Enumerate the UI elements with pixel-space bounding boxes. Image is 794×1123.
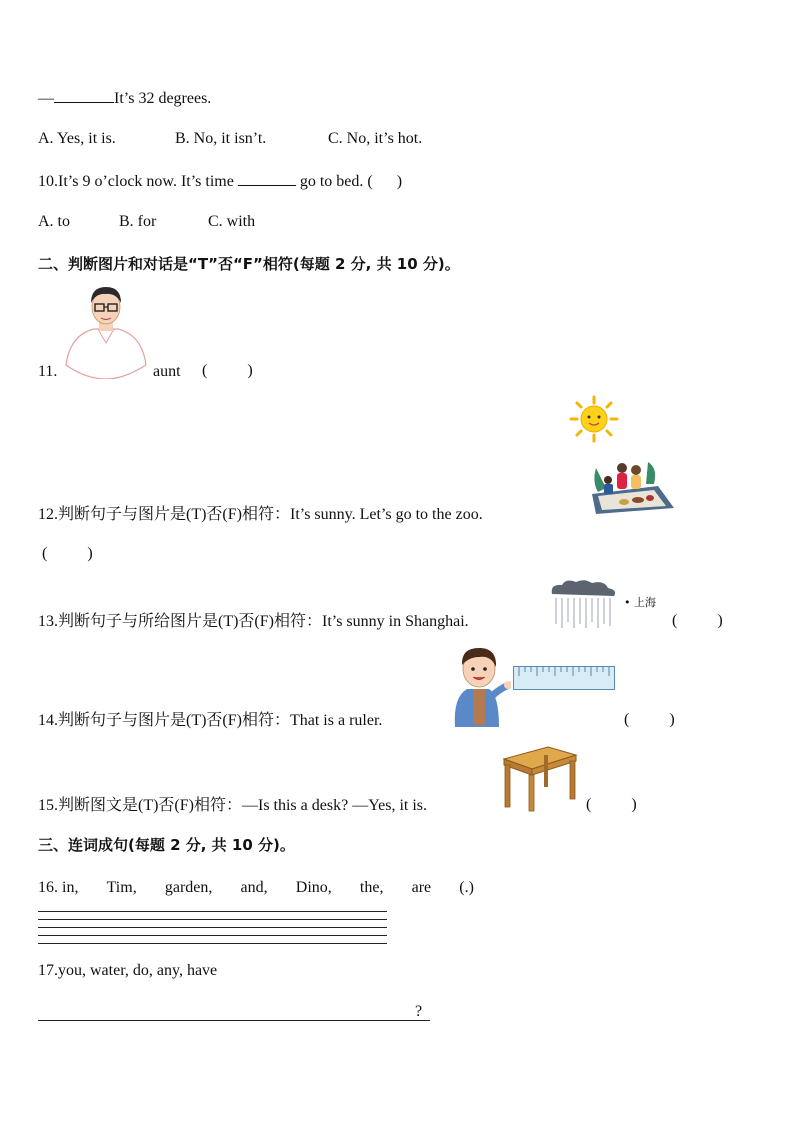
rain-cloud-icon	[548, 578, 618, 630]
q10-option-c: C. with	[208, 213, 256, 230]
q9-option-b: B. No, it isn’t.	[175, 130, 267, 147]
q10-paren: ( )	[367, 173, 403, 190]
q16-word: (.)	[459, 879, 474, 896]
q17-words: 17.you, water, do, any, have	[38, 962, 218, 979]
section-3-title: 三、连词成句(每题 2 分, 共 10 分)。	[38, 836, 295, 854]
q9-dash: —	[38, 90, 54, 107]
q12-answer-paren[interactable]: ( )	[42, 545, 93, 562]
q16-word: are	[411, 879, 432, 896]
q9-option-c: C. No, it’s hot.	[328, 130, 423, 147]
q11-number: 11.	[38, 363, 58, 380]
q10-option-b: B. for	[119, 213, 157, 230]
man-with-glasses-icon	[64, 285, 148, 379]
q10-before: 10.It’s 9 o’clock now. It’s time	[38, 173, 234, 190]
q12-text: 12.判断句子与图片是(T)否(F)相符：It’s sunny. Let’s go to the zoo.	[38, 506, 483, 523]
q9-answer-line	[38, 87, 211, 109]
q17-answer-line[interactable]	[38, 1020, 430, 1021]
q13-text: 13.判断句子与所给图片是(T)否(F)相符：It’s sunny in Shanghai.	[38, 613, 469, 630]
section-2-title: 二、判断图片和对话是“T”否“F”相符(每题 2 分, 共 10 分)。	[38, 255, 460, 273]
q13-map-label: • 上海	[624, 596, 656, 609]
q16-word: 16. in,	[38, 879, 79, 896]
ruler-icon	[513, 666, 615, 690]
q9-blank[interactable]	[54, 87, 114, 103]
q16-word: the,	[359, 879, 384, 896]
q16-word: and,	[240, 879, 268, 896]
q17-question-mark: ?	[415, 1003, 423, 1020]
q16-answer-line[interactable]	[38, 935, 387, 936]
boy-pointing-icon	[447, 645, 511, 727]
q16-answer-line[interactable]	[38, 911, 387, 912]
q16-answer-line[interactable]	[38, 927, 387, 928]
q16-words	[38, 878, 474, 898]
picnic-icon	[588, 458, 678, 516]
q14-text: 14.判断句子与图片是(T)否(F)相符：That is a ruler.	[38, 712, 383, 729]
sun-icon	[568, 395, 620, 443]
q10-after: go to bed.	[299, 173, 364, 190]
q16-word: garden,	[164, 879, 213, 896]
q10-blank[interactable]	[238, 170, 296, 186]
q16-answer-line[interactable]	[38, 919, 387, 920]
q13-answer-paren[interactable]: ( )	[672, 612, 723, 629]
q11-answer-paren[interactable]: ( )	[202, 362, 253, 379]
q14-answer-paren[interactable]: ( )	[624, 711, 675, 728]
q15-answer-paren[interactable]: ( )	[586, 796, 637, 813]
q16-word: Tim,	[106, 879, 137, 896]
wooden-desk-icon	[500, 745, 578, 813]
q10-question	[38, 170, 402, 192]
q10-option-a: A. to	[38, 213, 70, 230]
q9-option-a: A. Yes, it is.	[38, 130, 116, 147]
q9-answer-text: It’s 32 degrees.	[114, 90, 212, 107]
q16-answer-line[interactable]	[38, 943, 387, 944]
q16-word: Dino,	[295, 879, 332, 896]
q15-text: 15.判断图文是(T)否(F)相符：—Is this a desk? —Yes, it is.	[38, 797, 428, 814]
q11-word: aunt	[153, 363, 181, 380]
